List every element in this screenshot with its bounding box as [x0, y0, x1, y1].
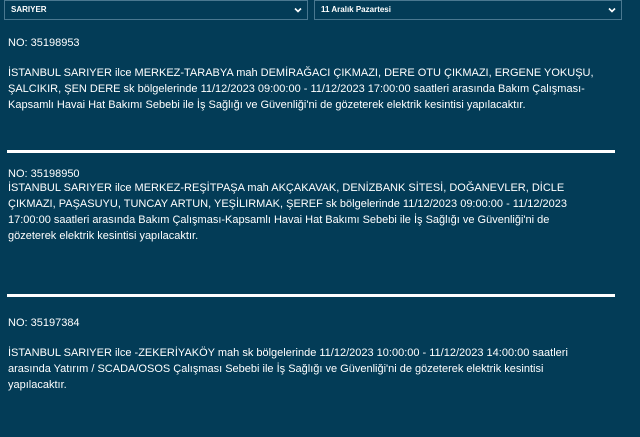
- outage-notice: [8, 317, 616, 427]
- divider: [7, 150, 615, 153]
- filter-bar: [0, 0, 640, 22]
- notice-line: Kapsamlı Havai Hat Bakımı Sebebi ile İş Sağlığı ve Güvenliği'ni de gözeterek elektrik kesintisi yapılacaktır.: [8, 99, 526, 111]
- notice-line: arasında Yatırım / SCADA/OSOS Çalışması Sebebi ile İş Sağlığı ve Güvenliği'ni de gözeterek elektrik kesintisi: [8, 363, 544, 375]
- notice-number: NO: 35197384: [8, 317, 80, 329]
- notice-line: İSTANBUL SARIYER ilce MERKEZ-REŞİTPAŞA mah AKÇAKAVAK, DENİZBANK SİTESİ, DOĞANEVLER, DİCLE: [8, 182, 565, 194]
- divider: [7, 294, 615, 297]
- notice-description: [8, 65, 616, 113]
- notice-line: ÇIKMAZI, PAŞASUYU, TUNCAY ARTUN, YEŞİLIRMAK, ŞEREF sk bölgelerinde 11/12/2023 09:00:00 - 11/12/2023: [8, 198, 568, 210]
- notice-number: NO: 35198950: [8, 168, 80, 180]
- outage-notice: [8, 37, 616, 147]
- notice-line: yapılacaktır.: [8, 379, 67, 391]
- notice-line: gözeterek elektrik kesintisi yapılacaktır.: [8, 230, 199, 242]
- date-select[interactable]: [314, 0, 622, 20]
- district-select-value: SARIYER: [11, 5, 47, 14]
- notice-line: İSTANBUL SARIYER ilce -ZEKERİYAKÖY mah sk bölgelerinde 11/12/2023 10:00:00 - 11/12/2023 14:00:00 saatleri: [8, 347, 568, 359]
- notice-line: 17:00:00 saatleri arasında Bakım Çalışması-Kapsamlı Havai Hat Bakımı Sebebi ile İş Sağlığı ve Güvenliği'ni de: [8, 214, 550, 226]
- chevron-down-icon: [294, 6, 302, 14]
- outage-notice: [8, 168, 616, 278]
- notice-number: NO: 35198953: [8, 37, 80, 49]
- notice-line: İSTANBUL SARIYER ilce MERKEZ-TARABYA mah DEMİRAĞACI ÇIKMAZI, DERE OTU ÇIKMAZI, ERGENE YOKUŞU,: [8, 67, 594, 79]
- notice-line: ŞALCIKIR, ŞEN DERE sk bölgelerinde 11/12/2023 09:00:00 - 11/12/2023 17:00:00 saatleri arasında Bakım Çalışması-: [8, 83, 585, 95]
- notice-description: [8, 345, 616, 393]
- chevron-down-icon: [608, 6, 616, 14]
- notice-description: [8, 180, 616, 244]
- date-select-value: 11 Aralık Pazartesi: [321, 5, 391, 14]
- district-select[interactable]: [4, 0, 308, 20]
